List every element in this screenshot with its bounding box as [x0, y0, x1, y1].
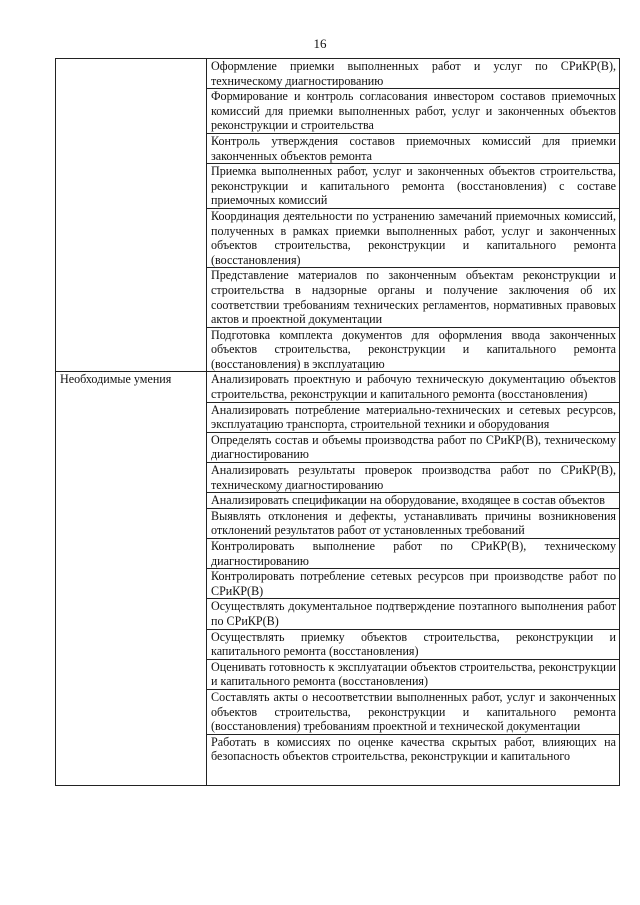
- skill-cell: Осуществлять документальное подтверждение поэтапного выполнения работ по СРиКР(В): [207, 599, 620, 629]
- skill-cell: Контролировать потребление сетевых ресурсов при производстве работ по СРиКР(В): [207, 569, 620, 599]
- action-cell: Формирование и контроль согласования инвестором составов приемочных комиссий для приемки выполненных работ, услуг и законченных объектов реконструкции и строительства: [207, 89, 620, 134]
- skill-cell: Составлять акты о несоответствии выполненных работ, услуг и законченных объектов строительства, реконструкции и капитального ремонта (восстановления) требованиям проектной и технической документации: [207, 689, 620, 734]
- action-cell: Контроль утверждения составов приемочных комиссий для приемки законченных объектов ремонта: [207, 133, 620, 163]
- action-cell: Оформление приемки выполненных работ и услуг по СРиКР(В), техническому диагностированию: [207, 59, 620, 89]
- section-label: Необходимые умения: [56, 372, 207, 785]
- action-cell: Координация деятельности по устранению замечаний приемочных комиссий, полученных в рамках приемки выполненных работ, услуг и законченных объектов строительства, реконструкции и капитального ремонта (восстановления): [207, 208, 620, 267]
- skill-cell: Анализировать спецификации на оборудование, входящее в состав объектов: [207, 493, 620, 509]
- skill-cell: Определять состав и объемы производства работ по СРиКР(В), техническому диагностированию: [207, 432, 620, 462]
- skill-cell-continued: [207, 734, 620, 785]
- requirements-table: [55, 58, 620, 786]
- table-row: [56, 372, 620, 402]
- action-cell: Приемка выполненных работ, услуг и законченных объектов строительства, реконструкции и капитального ремонта (восстановления) с составе приемочных комиссий: [207, 164, 620, 209]
- skill-cell: Контролировать выполнение работ по СРиКР(В), техническому диагностированию: [207, 539, 620, 569]
- skill-cell: Оценивать готовность к эксплуатации объектов строительства, реконструкции и капитального ремонта (восстановления): [207, 659, 620, 689]
- skill-cell: Анализировать потребление материально-технических и сетевых ресурсов, эксплуатацию транспорта, строительной техники и оборудования: [207, 402, 620, 432]
- action-cell: Подготовка комплекта документов для оформления ввода законченных объектов строительства, реконструкции и капитального ремонта (восстановления) в эксплуатацию: [207, 327, 620, 372]
- skill-cell: Анализировать результаты проверок производства работ по СРиКР(В), техническому диагностированию: [207, 463, 620, 493]
- skill-cell: Осуществлять приемку объектов строительства, реконструкции и капитального ремонта (восстановления): [207, 629, 620, 659]
- skill-cell: Анализировать проектную и рабочую техническую документацию объектов строительства, реконструкции и капитального ремонта (восстановления): [207, 372, 620, 402]
- action-cell: Представление материалов по законченным объектам реконструкции и строительства в надзорные органы и получение заключения об их соответствии требованиям технических регламентов, нормативных правовых актов и проектной документации: [207, 268, 620, 327]
- skill-cell: Выявлять отклонения и дефекты, устанавливать причины возникновения отклонений результатов работ от установленных требований: [207, 508, 620, 538]
- table-row: [56, 59, 620, 89]
- skill-cell-text: Работать в комиссиях по оценке качества скрытых работ, влияющих на безопасность объектов строительства, реконструкции и капитального: [211, 734, 616, 764]
- page-number: 16: [313, 36, 327, 51]
- empty-label-cell: [56, 59, 207, 372]
